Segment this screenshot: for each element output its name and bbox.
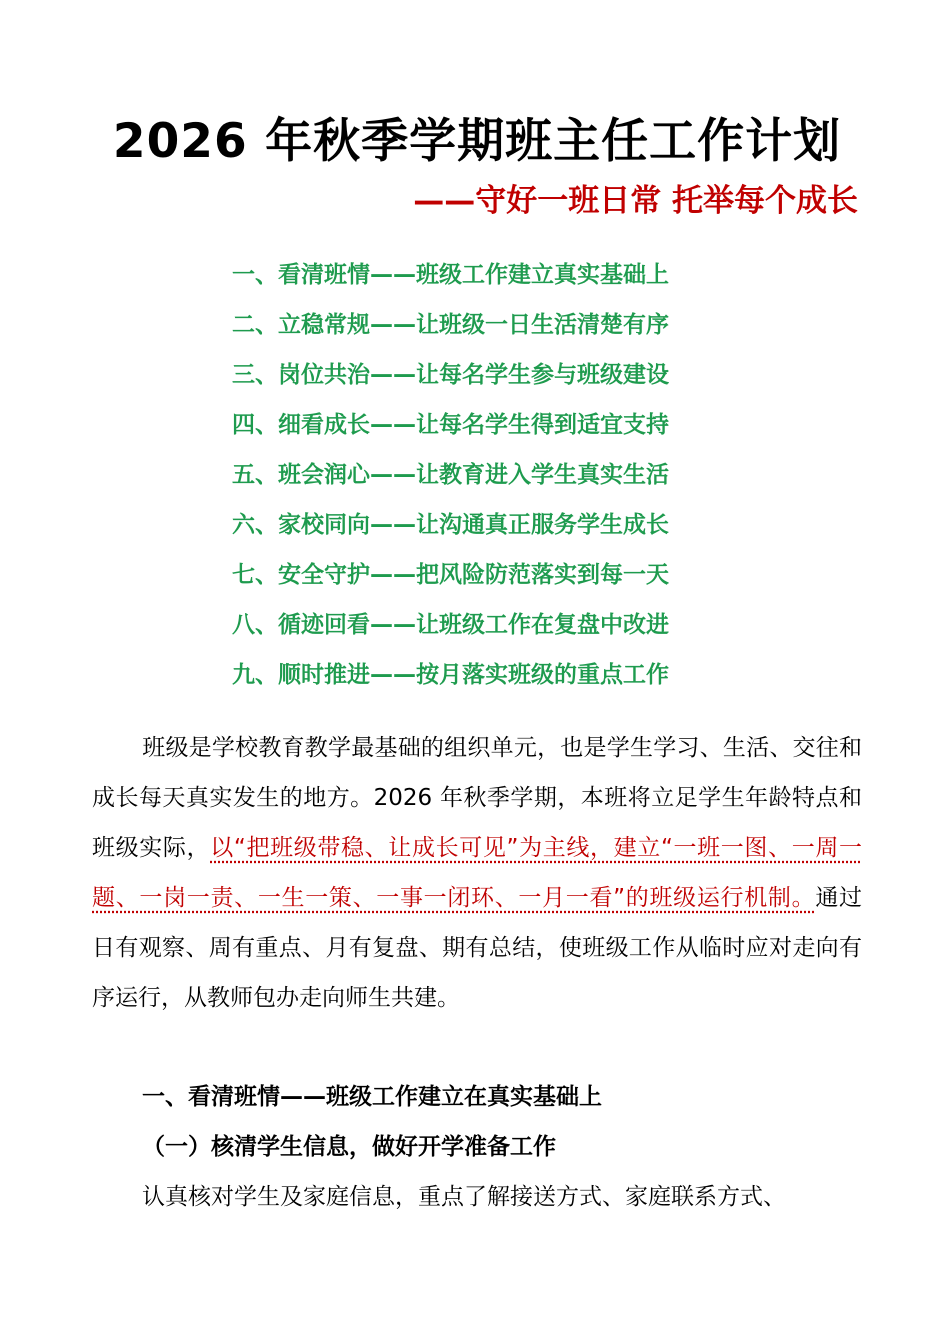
intro-text-part1: 班级是学校教育教学最基础的组织单元，也是学生学习、生活、交往和成长每天真实发生的地方。2026 年秋季学期，本班将立足学生年龄特点和班级实际，	[92, 735, 862, 861]
toc-item: 二、立稳常规——让班级一日生活清楚有序	[232, 312, 669, 338]
intro-paragraph	[92, 723, 862, 1023]
toc-item: 四、细看成长——让每名学生得到适宜支持	[232, 412, 669, 438]
toc-item: 七、安全守护——把风险防范落实到每一天	[232, 562, 669, 588]
toc-item: 三、岗位共治——让每名学生参与班级建设	[232, 362, 669, 388]
section-heading: 一、看清班情——班级工作建立在真实基础上	[142, 1084, 602, 1110]
subsection-heading: （一）核清学生信息，做好开学准备工作	[142, 1134, 556, 1160]
toc-item: 一、看清班情——班级工作建立真实基础上	[232, 262, 669, 288]
toc-item: 九、顺时推进——按月落实班级的重点工作	[232, 662, 669, 688]
body-text: 认真核对学生及家庭信息，重点了解接送方式、家庭联系方式、	[142, 1184, 786, 1210]
body-paragraph	[92, 1172, 862, 1222]
intro-text-part2: 通过日有观察、周有重点、月有复盘、期有总结，使班级工作从临时应对走向有序运行，从教师包办走向师生共建。	[92, 885, 863, 1011]
intro-highlight: 以“把班级带稳、让成长可见”为主线，建立“一班一图、一周一题、一岗一责、一生一策、一事一闭环、一月一看”的班级运行机制。	[92, 835, 863, 911]
document-subtitle: ——守好一班日常 托举每个成长	[413, 183, 858, 219]
document-title: 2026 年秋季学期班主任工作计划	[112, 114, 842, 169]
toc-item: 六、家校同向——让沟通真正服务学生成长	[232, 512, 669, 538]
toc-item: 五、班会润心——让教育进入学生真实生活	[232, 462, 669, 488]
table-of-contents	[232, 255, 669, 705]
toc-item: 八、循迹回看——让班级工作在复盘中改进	[232, 612, 669, 638]
